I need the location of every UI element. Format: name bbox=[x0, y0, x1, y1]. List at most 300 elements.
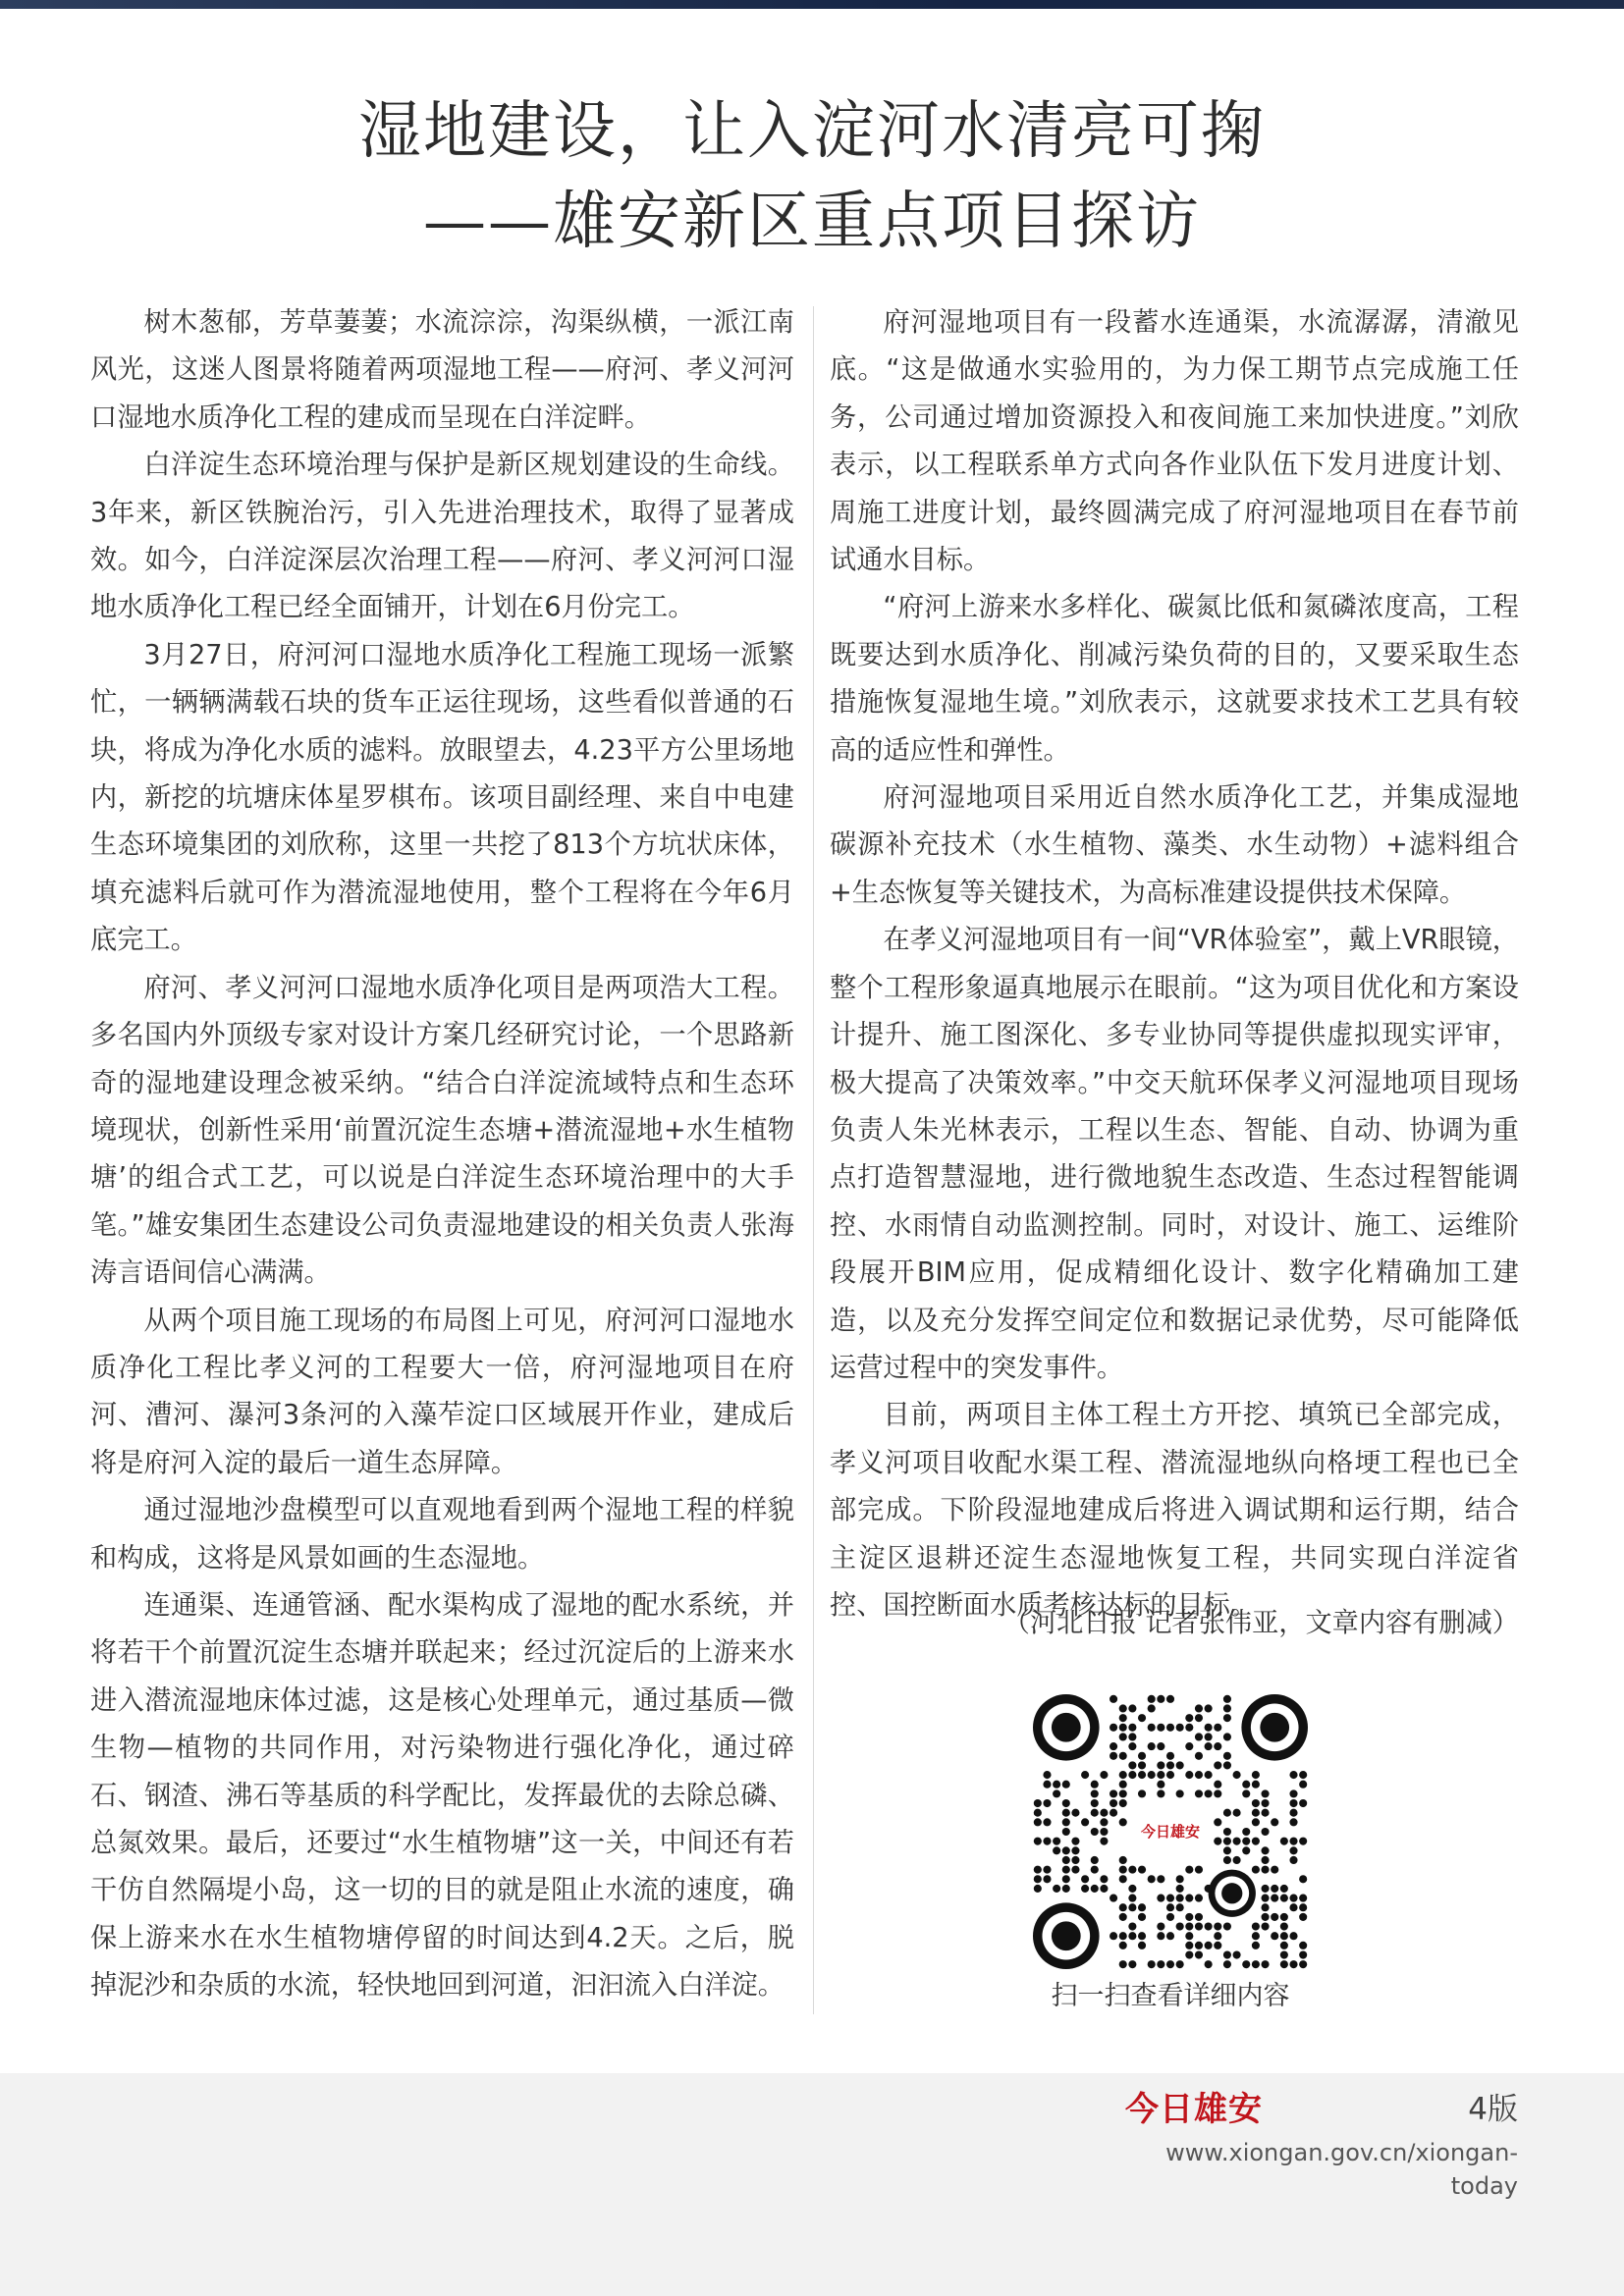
qr-dot bbox=[1223, 1752, 1231, 1760]
qr-finder-pattern bbox=[1052, 1713, 1081, 1742]
qr-dot bbox=[1157, 1932, 1164, 1940]
qr-dot bbox=[1223, 1714, 1231, 1722]
qr-dot bbox=[1119, 1875, 1127, 1883]
qr-dot bbox=[1252, 1932, 1260, 1940]
qr-dot bbox=[1034, 1818, 1042, 1826]
qr-dot bbox=[1176, 1960, 1184, 1968]
qr-dot bbox=[1157, 1771, 1164, 1779]
qr-dot bbox=[1223, 1809, 1231, 1817]
qr-dot bbox=[1062, 1809, 1070, 1817]
page-number: 4版 bbox=[1468, 2092, 1518, 2127]
qr-dot bbox=[1138, 1942, 1146, 1949]
qr-dot bbox=[1185, 1866, 1193, 1874]
qr-dot bbox=[1119, 1913, 1127, 1921]
qr-dot bbox=[1252, 1799, 1260, 1807]
qr-dot bbox=[1223, 1761, 1231, 1769]
qr-dot bbox=[1053, 1781, 1060, 1789]
qr-dot bbox=[1242, 1789, 1250, 1797]
qr-dot bbox=[1252, 1866, 1260, 1874]
qr-dot bbox=[1205, 1704, 1213, 1712]
qr-dot bbox=[1223, 1695, 1231, 1703]
qr-dot bbox=[1176, 1789, 1184, 1797]
qr-dot bbox=[1043, 1866, 1051, 1874]
qr-dot bbox=[1195, 1789, 1203, 1797]
qr-dot bbox=[1081, 1885, 1089, 1893]
qr-dot bbox=[1119, 1771, 1127, 1779]
qr-dot bbox=[1214, 1818, 1221, 1826]
qr-dot bbox=[1271, 1913, 1278, 1921]
qr-logo: 今日雄安 bbox=[1137, 1816, 1204, 1847]
qr-dot bbox=[1166, 1724, 1174, 1732]
qr-dot bbox=[1195, 1714, 1203, 1722]
paragraph: 从两个项目施工现场的布局图上可见，府河河口湿地水质净化工程比孝义河的工程要大一倍，府河湿地项目在府河、漕河、瀑河3条河的入藻苲淀口区域展开作业，建成后将是府河入淀的最后一道生态屏障。 bbox=[90, 1305, 794, 1478]
qr-dot bbox=[1214, 1724, 1221, 1732]
qr-dot bbox=[1100, 1809, 1108, 1817]
qr-dot bbox=[1223, 1828, 1231, 1836]
qr-dot bbox=[1034, 1809, 1042, 1817]
qr-dot bbox=[1157, 1724, 1164, 1732]
qr-dot bbox=[1119, 1714, 1127, 1722]
qr-dot bbox=[1138, 1761, 1146, 1769]
qr-dot bbox=[1176, 1922, 1184, 1930]
qr-dot bbox=[1138, 1714, 1146, 1722]
qr-dot bbox=[1242, 1846, 1250, 1854]
qr-dot bbox=[1110, 1752, 1117, 1760]
qr-dot bbox=[1138, 1752, 1146, 1760]
qr-dot bbox=[1053, 1885, 1060, 1893]
qr-dot bbox=[1195, 1942, 1203, 1949]
top-banner-bar bbox=[0, 0, 1624, 9]
qr-dot bbox=[1214, 1789, 1221, 1797]
qr-dot bbox=[1195, 1733, 1203, 1740]
qr-dot bbox=[1166, 1761, 1174, 1769]
qr-dot bbox=[1289, 1932, 1297, 1940]
qr-dot bbox=[1128, 1932, 1136, 1940]
qr-dot bbox=[1242, 1838, 1250, 1845]
qr-dot bbox=[1148, 1960, 1156, 1968]
qr-dot bbox=[1091, 1809, 1099, 1817]
qr-dot bbox=[1166, 1913, 1174, 1921]
qr-dot bbox=[1261, 1913, 1269, 1921]
qr-dot bbox=[1205, 1724, 1213, 1732]
qr-dot bbox=[1185, 1913, 1193, 1921]
qr-dot bbox=[1195, 1866, 1203, 1874]
qr-dot bbox=[1271, 1932, 1278, 1940]
paragraph: 连通渠、连通管涵、配水渠构成了湿地的配水系统，并将若干个前置沉淀生态塘并联起来；经过沉淀后的上游来水进入潜流湿地床体过滤，这是核心处理单元，通过基质—微生物—植物的共同作用，对污染物进行强化净化，通过碎石、钢渣、沸石等基质的科学配比，发挥最优的去除总磷、总氮效果。最后，还要过“水生植物塘”这一关，中间还有若干仿自然隔堤小岛，这一切的目的就是阻止水流的速度，确保上游来水在水生植物塘停留的时间达到4.2天。之后，脱掉泥沙和杂质的水流，轻快地回到河道，汩汩流入白洋淀。 bbox=[90, 1589, 794, 2002]
qr-dot bbox=[1100, 1828, 1108, 1836]
qr-dot bbox=[1138, 1866, 1146, 1874]
qr-dot bbox=[1034, 1875, 1042, 1883]
qr-dot bbox=[1299, 1781, 1307, 1789]
qr-dot bbox=[1062, 1885, 1070, 1893]
qr-dot bbox=[1091, 1781, 1099, 1789]
qr-dot bbox=[1223, 1922, 1231, 1930]
qr-dot bbox=[1176, 1875, 1184, 1883]
article-credit: （河北日报 记者张伟亚，文章内容有删减） bbox=[1002, 1608, 1519, 1638]
qr-dot bbox=[1128, 1704, 1136, 1712]
qr-dot bbox=[1157, 1789, 1164, 1797]
qr-dot bbox=[1119, 1799, 1127, 1807]
qr-dot bbox=[1185, 1932, 1193, 1940]
qr-dot bbox=[1185, 1742, 1193, 1750]
qr-dot bbox=[1289, 1895, 1297, 1902]
qr-dot bbox=[1252, 1960, 1260, 1968]
qr-dot bbox=[1185, 1950, 1193, 1958]
qr-dot bbox=[1252, 1809, 1260, 1817]
qr-dot bbox=[1128, 1733, 1136, 1740]
qr-dot bbox=[1214, 1942, 1221, 1949]
qr-dot bbox=[1119, 1752, 1127, 1760]
qr-dot bbox=[1071, 1809, 1079, 1817]
title-line-2: ——雄安新区重点项目探访 bbox=[423, 186, 1201, 258]
qr-dot bbox=[1205, 1771, 1213, 1779]
qr-dot bbox=[1252, 1838, 1260, 1845]
qr-dot bbox=[1252, 1781, 1260, 1789]
qr-dot bbox=[1128, 1903, 1136, 1911]
qr-dot bbox=[1205, 1942, 1213, 1949]
qr-dot bbox=[1271, 1895, 1278, 1902]
qr-dot bbox=[1138, 1771, 1146, 1779]
qr-dot bbox=[1138, 1789, 1146, 1797]
qr-dot bbox=[1261, 1856, 1269, 1864]
footer-url[interactable]: www.xiongan.gov.cn/xiongan-today bbox=[1165, 2139, 1518, 2200]
qr-dot bbox=[1299, 1960, 1307, 1968]
qr-dot bbox=[1110, 1895, 1117, 1902]
qr-dot bbox=[1034, 1838, 1042, 1845]
qr-dot bbox=[1271, 1866, 1278, 1874]
qr-dot bbox=[1128, 1866, 1136, 1874]
qr-dot bbox=[1214, 1742, 1221, 1750]
qr-dot bbox=[1043, 1771, 1051, 1779]
qr-dot bbox=[1110, 1789, 1117, 1797]
qr-dot bbox=[1062, 1866, 1070, 1874]
qr-dot bbox=[1148, 1771, 1156, 1779]
qr-dot bbox=[1100, 1838, 1108, 1845]
qr-dot bbox=[1261, 1885, 1269, 1893]
qr-finder-pattern bbox=[1221, 1883, 1242, 1903]
qr-dot bbox=[1176, 1885, 1184, 1893]
qr-dot bbox=[1299, 1838, 1307, 1845]
qr-dot bbox=[1195, 1922, 1203, 1930]
qr-dot bbox=[1176, 1903, 1184, 1911]
qr-dot bbox=[1119, 1942, 1127, 1949]
qr-dot bbox=[1261, 1809, 1269, 1817]
qr-dot bbox=[1280, 1838, 1288, 1845]
qr-dot bbox=[1043, 1838, 1051, 1845]
qr-dot bbox=[1214, 1838, 1221, 1845]
qr-dot bbox=[1299, 1875, 1307, 1883]
qr-dot bbox=[1148, 1742, 1156, 1750]
qr-dot bbox=[1261, 1903, 1269, 1911]
qr-dot bbox=[1119, 1789, 1127, 1797]
qr-dot bbox=[1280, 1932, 1288, 1940]
qr-dot bbox=[1299, 1950, 1307, 1958]
qr-dot bbox=[1223, 1856, 1231, 1864]
qr-dot bbox=[1289, 1903, 1297, 1911]
paragraph: 府河湿地项目采用近自然水质净化工艺，并集成湿地碳源补充技术（水生植物、藻类、水生动物）+滤料组合+生态恢复等关键技术，为高标准建设提供技术保障。 bbox=[830, 782, 1519, 908]
qr-dot bbox=[1242, 1960, 1250, 1968]
qr-dot bbox=[1252, 1922, 1260, 1930]
qr-dot bbox=[1289, 1856, 1297, 1864]
qr-dot bbox=[1100, 1771, 1108, 1779]
qr-dot bbox=[1128, 1724, 1136, 1732]
qr-dot bbox=[1034, 1799, 1042, 1807]
qr-dot bbox=[1205, 1789, 1213, 1797]
qr-dot bbox=[1157, 1695, 1164, 1703]
qr-dot bbox=[1043, 1875, 1051, 1883]
qr-dot bbox=[1242, 1781, 1250, 1789]
qr-dot bbox=[1214, 1781, 1221, 1789]
qr-dot bbox=[1223, 1733, 1231, 1740]
footer-brand-logo: 今日雄安 bbox=[1125, 2090, 1263, 2129]
qr-dot bbox=[1289, 1799, 1297, 1807]
qr-dot bbox=[1071, 1838, 1079, 1845]
qr-dot bbox=[1261, 1960, 1269, 1968]
qr-dot bbox=[1299, 1799, 1307, 1807]
qr-dot bbox=[1119, 1704, 1127, 1712]
qr-dot bbox=[1280, 1960, 1288, 1968]
column-divider bbox=[813, 306, 814, 2014]
qr-dot bbox=[1299, 1895, 1307, 1902]
qr-dot bbox=[1034, 1866, 1042, 1874]
qr-dot bbox=[1289, 1960, 1297, 1968]
qr-dot bbox=[1091, 1866, 1099, 1874]
qr-dot bbox=[1062, 1856, 1070, 1864]
qr-dot bbox=[1166, 1695, 1174, 1703]
qr-dot bbox=[1119, 1856, 1127, 1864]
qr-dot bbox=[1233, 1838, 1241, 1845]
qr-dot bbox=[1299, 1942, 1307, 1949]
qr-dot bbox=[1166, 1895, 1174, 1902]
qr-dot bbox=[1091, 1799, 1099, 1807]
article-title bbox=[0, 86, 1624, 267]
qr-dot bbox=[1280, 1942, 1288, 1949]
qr-dot bbox=[1128, 1771, 1136, 1779]
paragraph: “府河上游来水多样化、碳氮比低和氮磷浓度高，工程既要达到水质净化、削减污染负荷的目的，又要采取生态措施恢复湿地生境。”刘欣表示，这就要求技术工艺具有较高的适应性和弹性。 bbox=[830, 592, 1519, 766]
qr-dot bbox=[1062, 1846, 1070, 1854]
qr-caption: 扫一扫查看详细内容 bbox=[1051, 1981, 1290, 2011]
qr-dot bbox=[1119, 1724, 1127, 1732]
qr-dot bbox=[1157, 1875, 1164, 1883]
qr-dot bbox=[1166, 1960, 1174, 1968]
qr-dot bbox=[1138, 1903, 1146, 1911]
qr-dot bbox=[1205, 1922, 1213, 1930]
qr-dot bbox=[1128, 1922, 1136, 1930]
qr-dot bbox=[1128, 1960, 1136, 1968]
qr-dot bbox=[1043, 1799, 1051, 1807]
qr-dot bbox=[1289, 1771, 1297, 1779]
qr-dot bbox=[1043, 1818, 1051, 1826]
qr-dot bbox=[1110, 1724, 1117, 1732]
qr-dot bbox=[1205, 1733, 1213, 1740]
paragraph: 3月27日，府河河口湿地水质净化工程施工现场一派繁忙，一辆辆满载石块的货车正运往现场，这些看似普通的石块，将成为净化水质的滤料。放眼望去，4.23平方公里场地内，新挖的坑塘床体星罗棋布。该项目副经理、来自中电建生态环境集团的刘欣称，这里一共挖了813个方坑状床体，填充滤料后就可作为潜流湿地使用，整个工程将在今年6月底完工。 bbox=[90, 639, 794, 956]
qr-dot bbox=[1148, 1724, 1156, 1732]
qr-dot bbox=[1205, 1960, 1213, 1968]
paragraph: 目前，两项目主体工程土方开挖、填筑已全部完成，孝义河项目收配水渠工程、潜流湿地纵向格埂工程也已全部完成。下阶段湿地建成后将进入调试期和运行期，结合主淀区退耕还淀生态湿地恢复工程，共同实现白洋淀省控、国控断面水质考核达标的目标。 bbox=[830, 1400, 1519, 1621]
qr-dot bbox=[1138, 1913, 1146, 1921]
qr-dot bbox=[1289, 1838, 1297, 1845]
qr-dot bbox=[1062, 1818, 1070, 1826]
qr-dot bbox=[1053, 1789, 1060, 1797]
qr-dot bbox=[1148, 1875, 1156, 1883]
qr-dot bbox=[1280, 1913, 1288, 1921]
qr-dot bbox=[1081, 1771, 1089, 1779]
qr-dot bbox=[1271, 1885, 1278, 1893]
qr-dot bbox=[1289, 1809, 1297, 1817]
title-line-1: 湿地建设，让入淀河水清亮可掬 bbox=[358, 95, 1266, 168]
qr-dot bbox=[1166, 1752, 1174, 1760]
qr-dot bbox=[1157, 1781, 1164, 1789]
qr-code[interactable] bbox=[1033, 1694, 1308, 1969]
qr-dot bbox=[1148, 1704, 1156, 1712]
qr-dot bbox=[1280, 1922, 1288, 1930]
qr-dot bbox=[1185, 1942, 1193, 1949]
qr-dot bbox=[1223, 1846, 1231, 1854]
qr-dot bbox=[1252, 1771, 1260, 1779]
article-left-column bbox=[90, 299, 794, 2010]
qr-dot bbox=[1280, 1895, 1288, 1902]
qr-dot bbox=[1261, 1922, 1269, 1930]
qr-dot bbox=[1128, 1895, 1136, 1902]
qr-dot bbox=[1157, 1922, 1164, 1930]
qr-dot bbox=[1195, 1895, 1203, 1902]
article-right-column bbox=[830, 299, 1519, 1629]
qr-dot bbox=[1157, 1895, 1164, 1902]
qr-dot bbox=[1071, 1856, 1079, 1864]
qr-dot bbox=[1110, 1809, 1117, 1817]
qr-dot bbox=[1185, 1771, 1193, 1779]
qr-dot bbox=[1119, 1932, 1127, 1940]
qr-dot bbox=[1091, 1885, 1099, 1893]
qr-dot bbox=[1091, 1856, 1099, 1864]
qr-dot bbox=[1195, 1950, 1203, 1958]
qr-dot bbox=[1214, 1922, 1221, 1930]
qr-dot bbox=[1091, 1789, 1099, 1797]
qr-dot bbox=[1062, 1781, 1070, 1789]
paragraph: 在孝义河湿地项目有一间“VR体验室”，戴上VR眼镜，整个工程形象逼真地展示在眼前。“这为项目优化和方案设计提升、施工图深化、多专业协同等提供虚拟现实评审，极大提高了决策效率。”中交天航环保孝义河湿地项目现场负责人朱光林表示，工程以生态、智能、自动、协调为重点打造智慧湿地，进行微地貌生态改造、生态过程智能调控、水雨情自动监测控制。同时，对设计、施工、运维阶段展开BIM应用，促成精细化设计、数字化精确加工建造，以及充分发挥空间定位和数据记录优势，尽可能降低运营过程中的突发事件。 bbox=[830, 925, 1519, 1383]
qr-dot bbox=[1071, 1866, 1079, 1874]
qr-dot bbox=[1280, 1885, 1288, 1893]
qr-dot bbox=[1128, 1885, 1136, 1893]
qr-dot bbox=[1071, 1846, 1079, 1854]
qr-dot bbox=[1299, 1903, 1307, 1911]
paragraph: 白洋淀生态环境治理与保护是新区规划建设的生命线。3年来，新区铁腕治污，引入先进治理技术，取得了显著成效。如今，白洋淀深层次治理工程——府河、孝义河河口湿地水质净化工程已经全面铺开，计划在6月份完工。 bbox=[90, 450, 794, 623]
qr-dot bbox=[1100, 1875, 1108, 1883]
qr-dot bbox=[1128, 1761, 1136, 1769]
qr-dot bbox=[1119, 1960, 1127, 1968]
qr-dot bbox=[1062, 1799, 1070, 1807]
qr-dot bbox=[1053, 1846, 1060, 1854]
qr-dot bbox=[1261, 1828, 1269, 1836]
qr-dot bbox=[1195, 1913, 1203, 1921]
qr-dot bbox=[1205, 1742, 1213, 1750]
qr-dot bbox=[1233, 1809, 1241, 1817]
qr-dot bbox=[1176, 1895, 1184, 1902]
qr-dot bbox=[1043, 1781, 1051, 1789]
paragraph: 树木葱郁，芳草萋萋；水流淙淙，沟渠纵横，一派江南风光，这迷人图景将随着两项湿地工程——府河、孝义河河口湿地水质净化工程的建成而呈现在白洋淀畔。 bbox=[90, 307, 794, 433]
qr-dot bbox=[1166, 1932, 1174, 1940]
qr-dot bbox=[1195, 1771, 1203, 1779]
qr-dot bbox=[1110, 1742, 1117, 1750]
qr-dot bbox=[1138, 1932, 1146, 1940]
qr-dot bbox=[1261, 1866, 1269, 1874]
qr-dot bbox=[1223, 1838, 1231, 1845]
qr-dot bbox=[1166, 1771, 1174, 1779]
qr-dot bbox=[1034, 1885, 1042, 1893]
qr-dot bbox=[1062, 1828, 1070, 1836]
qr-dot bbox=[1223, 1960, 1231, 1968]
qr-dot bbox=[1223, 1950, 1231, 1958]
qr-dot bbox=[1185, 1895, 1193, 1902]
qr-dot bbox=[1128, 1742, 1136, 1750]
qr-dot bbox=[1261, 1846, 1269, 1854]
qr-dot bbox=[1299, 1913, 1307, 1921]
paragraph: 通过湿地沙盘模型可以直观地看到两个湿地工程的样貌和构成，这将是风景如画的生态湿地。 bbox=[90, 1495, 794, 1574]
qr-dot bbox=[1148, 1695, 1156, 1703]
qr-dot bbox=[1185, 1922, 1193, 1930]
qr-dot bbox=[1110, 1932, 1117, 1940]
qr-dot bbox=[1261, 1799, 1269, 1807]
paragraph: 府河、孝义河河口湿地水质净化项目是两项浩大工程。多名国内外顶级专家对设计方案几经研究讨论，一个思路新奇的湿地建设理念被采纳。“结合白洋淀流域特点和生态环境现状，创新性采用‘前置沉淀生态塘+潜流湿地+水生植物塘’的组合式工艺，可以说是白洋淀生态环境治理中的大手笔。”雄安集团生态建设公司负责湿地建设的相关负责人张海涛言语间信心满满。 bbox=[90, 972, 794, 1289]
qr-dot bbox=[1195, 1752, 1203, 1760]
qr-dot bbox=[1195, 1704, 1203, 1712]
qr-dot bbox=[1091, 1828, 1099, 1836]
qr-dot bbox=[1261, 1789, 1269, 1797]
qr-dot bbox=[1157, 1742, 1164, 1750]
qr-dot bbox=[1233, 1771, 1241, 1779]
qr-dot bbox=[1280, 1950, 1288, 1958]
qr-finder-pattern bbox=[1052, 1921, 1081, 1950]
qr-dot bbox=[1252, 1818, 1260, 1826]
qr-dot bbox=[1176, 1761, 1184, 1769]
qr-dot bbox=[1157, 1761, 1164, 1769]
qr-dot bbox=[1119, 1818, 1127, 1826]
qr-dot bbox=[1289, 1846, 1297, 1854]
qr-dot bbox=[1081, 1818, 1089, 1826]
qr-dot bbox=[1110, 1695, 1117, 1703]
qr-dot bbox=[1252, 1942, 1260, 1949]
qr-dot bbox=[1119, 1733, 1127, 1740]
qr-dot bbox=[1100, 1818, 1108, 1826]
qr-dot bbox=[1053, 1838, 1060, 1845]
qr-dot bbox=[1289, 1789, 1297, 1797]
qr-dot bbox=[1157, 1960, 1164, 1968]
qr-dot bbox=[1100, 1885, 1108, 1893]
qr-dot bbox=[1242, 1828, 1250, 1836]
qr-dot bbox=[1185, 1724, 1193, 1732]
qr-dot bbox=[1271, 1818, 1278, 1826]
qr-dot bbox=[1223, 1704, 1231, 1712]
paragraph: 府河湿地项目有一段蓄水连通渠，水流潺潺，清澈见底。“这是做通水实验用的，为力保工期节点完成施工任务，公司通过增加资源投入和夜间施工来加快进度。”刘欣表示，以工程联系单方式向各作业队伍下发月进度计划、周施工进度计划，最终圆满完成了府河湿地项目在春节前试通水目标。 bbox=[830, 307, 1519, 576]
qr-dot bbox=[1062, 1875, 1070, 1883]
qr-dot bbox=[1166, 1903, 1174, 1911]
qr-dot bbox=[1233, 1856, 1241, 1864]
qr-dot bbox=[1119, 1781, 1127, 1789]
qr-dot bbox=[1289, 1818, 1297, 1826]
qr-dot bbox=[1081, 1875, 1089, 1883]
qr-dot bbox=[1214, 1932, 1221, 1940]
qr-finder-pattern bbox=[1260, 1713, 1289, 1742]
qr-dot bbox=[1119, 1866, 1127, 1874]
qr-dot bbox=[1233, 1950, 1241, 1958]
qr-dot bbox=[1214, 1761, 1221, 1769]
qr-dot bbox=[1261, 1895, 1269, 1902]
qr-dot bbox=[1119, 1903, 1127, 1911]
qr-dot bbox=[1110, 1799, 1117, 1807]
qr-dot bbox=[1185, 1714, 1193, 1722]
qr-dot bbox=[1299, 1771, 1307, 1779]
qr-dot bbox=[1176, 1724, 1184, 1732]
